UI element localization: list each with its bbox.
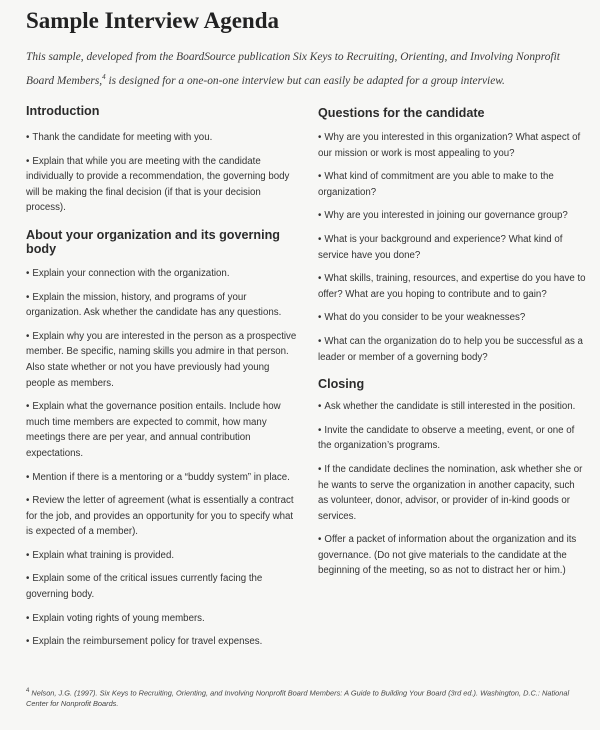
intro-footnote-marker: 4 <box>102 73 106 81</box>
list-item-text: Explain the mission, history, and programs of your organization. Ask whether the candidate has any questions. <box>26 291 282 319</box>
bullet-icon: • <box>26 291 30 303</box>
list-item <box>26 571 298 602</box>
list-item-text: Explain your connection with the organization. <box>32 267 230 279</box>
list-item <box>318 232 586 263</box>
bullet-icon: • <box>26 549 30 561</box>
about-list <box>26 266 298 650</box>
list-item <box>318 130 586 161</box>
footnote <box>26 686 582 709</box>
list-item <box>318 169 586 200</box>
list-item <box>26 266 298 282</box>
section-heading-questions: Questions for the candidate <box>318 106 485 120</box>
list-item <box>318 271 586 302</box>
list-item-text: Thank the candidate for meeting with you. <box>32 132 213 143</box>
intro-text-continued: is designed for a one-on-one interview but can easily be adapted for a group interview. <box>105 74 505 87</box>
list-item-text: What skills, training, resources, and expertise do you have to offer? What are you hoping to contribute and to gain? <box>318 273 586 300</box>
list-item <box>26 329 298 391</box>
bullet-icon: • <box>318 210 322 222</box>
list-item-text: Explain voting rights of young members. <box>32 612 205 624</box>
right-column <box>318 100 586 587</box>
bullet-icon: • <box>26 267 30 279</box>
list-item <box>318 462 586 524</box>
list-item-text: What kind of commitment are you able to make to the organization? <box>318 171 554 198</box>
bullet-icon: • <box>318 312 322 324</box>
footnote-marker: 4 <box>26 688 30 694</box>
list-item-text: Explain the reimbursement policy for travel expenses. <box>32 636 263 648</box>
list-item-text: Explain why you are interested in the person as a prospective member. Be specific, naming skills you admire in that person. Also state whether or not you have previously had young people as members. <box>26 330 297 389</box>
bullet-icon: • <box>26 330 30 342</box>
list-item-text: If the candidate declines the nomination, ask whether she or he wants to serve the organization in another capacity, such as volunteer, donor, advisor, or provider of in-kind goods or services. <box>318 463 583 522</box>
list-item <box>26 611 298 627</box>
bullet-icon: • <box>26 612 30 624</box>
list-item <box>26 470 298 486</box>
list-item <box>26 290 298 321</box>
intro-paragraph <box>26 47 582 91</box>
list-item-text: Why are you interested in joining our governance group? <box>324 210 568 222</box>
section-heading-closing: Closing <box>318 377 365 392</box>
list-item <box>26 130 298 146</box>
list-item-text: Explain that while you are meeting with the candidate individually to provide a recommendation, the governing body will be making the final decision (if that is your decision process). <box>26 155 290 214</box>
list-item-text: Explain what training is provided. <box>32 549 175 561</box>
list-item <box>26 493 298 540</box>
list-item <box>26 548 298 564</box>
closing-list <box>318 399 586 579</box>
bullet-icon: • <box>318 534 322 546</box>
list-item-text: Review the letter of agreement (what is essentially a contract for the job, and provides an opportunity for you to specify what is expected of a member). <box>26 495 294 538</box>
list-item <box>318 310 586 326</box>
left-column <box>26 100 298 658</box>
list-item <box>318 423 586 454</box>
bullet-icon: • <box>318 424 322 436</box>
bullet-icon: • <box>26 495 30 507</box>
bullet-icon: • <box>26 132 30 143</box>
bullet-icon: • <box>318 273 322 285</box>
list-item-text: Why are you interested in this organization? What aspect of our mission or work is most appealing to you? <box>318 132 581 159</box>
list-item-text: Explain some of the critical issues currently facing the governing body. <box>26 573 263 601</box>
list-item <box>318 532 586 579</box>
bullet-icon: • <box>26 573 30 585</box>
list-item <box>26 399 298 461</box>
list-item-text: Offer a packet of information about the organization and its governance. (Do not give materials to the candidate at the beginning of the meeting, so as not to distract her or him.) <box>318 534 577 577</box>
bullet-icon: • <box>318 335 322 347</box>
bullet-icon: • <box>26 636 30 648</box>
list-item <box>26 154 298 216</box>
section-heading-introduction: Introduction <box>26 104 100 118</box>
section-heading-about: About your organization and its governing body <box>26 227 280 256</box>
list-item-text: Ask whether the candidate is still interested in the position. <box>324 401 576 413</box>
questions-list <box>318 130 586 365</box>
bullet-icon: • <box>26 471 30 483</box>
list-item-text: What is your background and experience? What kind of service have you done? <box>318 233 563 261</box>
intro-text: This sample, developed from the BoardSource publication Six Keys to Recruiting, Orienting, and Involving Nonprofit Board Members, <box>26 51 560 87</box>
bullet-icon: • <box>26 155 30 167</box>
list-item-text: Explain what the governance position entails. Include how much time members are expected to commit, how many meetings there are per year, and annual contribution expectations. <box>26 401 281 459</box>
page-title: Sample Interview Agenda <box>26 8 279 33</box>
footnote-text: Nelson, J.G. (1997). Six Keys to Recruiting, Orienting, and Involving Nonprofit Board Members: A Guide to Building Your Board (3rd ed.). Washington, D.C.: National Center for Nonprofit Boards. <box>26 688 570 709</box>
bullet-icon: • <box>318 171 322 183</box>
bullet-icon: • <box>318 233 322 245</box>
bullet-icon: • <box>318 401 322 413</box>
list-item <box>318 208 586 224</box>
list-item-text: Invite the candidate to observe a meeting, event, or one of the organization’s programs. <box>318 424 575 452</box>
bullet-icon: • <box>318 132 322 143</box>
bullet-icon: • <box>26 401 30 413</box>
list-item-text: What can the organization do to help you be successful as a leader or member of a governing body? <box>318 335 583 363</box>
list-item-text: Mention if there is a mentoring or a “buddy system” in place. <box>32 471 290 483</box>
list-item <box>318 334 586 365</box>
introduction-list <box>26 130 298 216</box>
bullet-icon: • <box>318 463 322 475</box>
list-item <box>318 399 586 415</box>
list-item-text: What do you consider to be your weaknesses? <box>324 312 526 324</box>
list-item <box>26 634 298 650</box>
